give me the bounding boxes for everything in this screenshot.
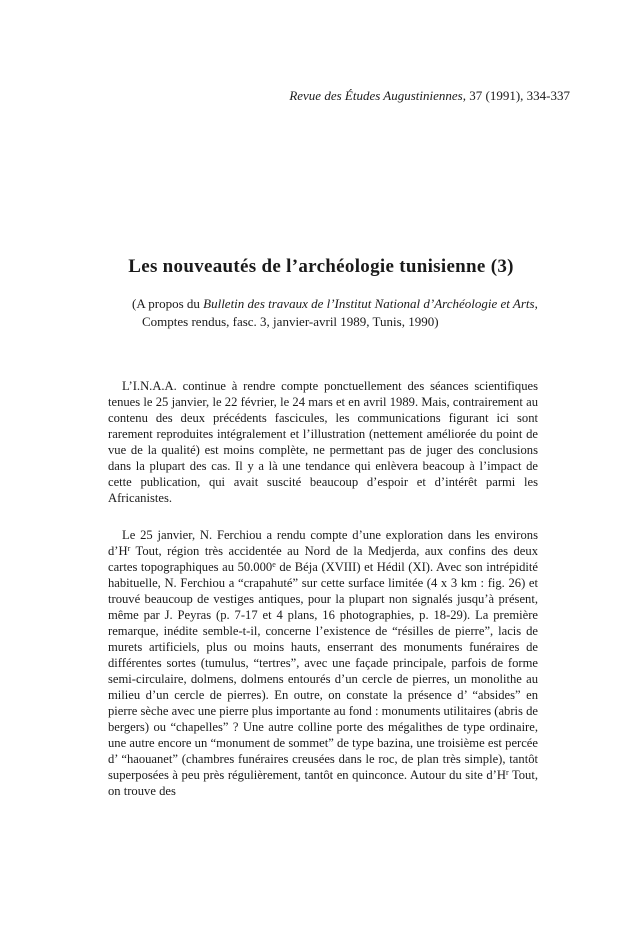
superscript: e [272, 560, 276, 569]
superscript: r [505, 768, 509, 777]
superscript: r [127, 544, 131, 553]
paragraph-segment: Le 25 janvier, N. Ferchiou a rendu compte d’une exploration dans les environs d’H [108, 528, 538, 558]
journal-citation: 37 (1991), 334-337 [466, 88, 570, 103]
article-subtitle [132, 295, 562, 331]
paragraph-segment: Tout, on trouve des [108, 768, 538, 798]
paragraph-text: L’I.N.A.A. continue à rendre compte ponctuellement des séances scientifiques tenues le 25 janvier, le 22 février, le 24 mars et en avril 1989. Mais, contrairement au contenu des deux précédents fascicules, les communications figurant ici sont rarement reproduites intégralement et l’illustration (nettement améliorée du point de vue de la qualité) est moins complète, ne permettant pas de juger des conclusions dans la plupart des cas. Il y a là une tendance qui enlèvera beacoup à l’impact de cette publication, qui avait suscité beaucoup d’espoir et d’intérêt parmi les Africanistes. [108, 379, 538, 505]
body-paragraph-1 [108, 378, 538, 506]
running-header [289, 88, 570, 104]
journal-name: Revue des Études Augustiniennes, [289, 88, 466, 103]
subtitle-suffix: , Comptes rendus, fasc. 3, janvier-avril 1989, Tunis, 1990) [142, 296, 538, 329]
paragraph-text [108, 527, 538, 799]
bulletin-title: Bulletin des travaux de l’Institut National d’Archéologie et Arts [203, 296, 535, 311]
body-paragraph-2 [108, 527, 538, 799]
paragraph-segment: Tout, région très accidentée au Nord de la Medjerda, aux confins des deux cartes topographiques au 50.000 [108, 544, 538, 574]
paragraph-segment: de Béja (XVIII) et Hédil (XI). Avec son intrépidité habituelle, N. Ferchiou a “crapahuté” sur cette surface limitée (4 x 3 km : fig. 26) et trouvé beaucoup de vestiges antiques, pour la plupart non signalés jusqu’à présent, même par J. Peyras (p. 7-17 et 4 plans, 16 photographies, p. 18-29). La première remarque, inédite semble-t-il, concerne l’existence de “résilles de pierre”, lacis de murets artificiels, plus ou moins hauts, enserrant des monuments funéraires de différentes sortes (tumulus, “tertres”, avec une façade principale, parfois de forme semi-circulaire, dolmens, dolmens entourés d’un cercle de pierres, un monolithe au milieu d’un cercle de pierres). En outre, on constate la présence d’ “absides” en pierre sèche avec une pierre plus importante au fond : monuments utilitaires (abris de bergers) ou “chapelles” ? Une autre colline porte des mégalithes de type ordinaire, une autre encore un “monument de sommet” de type bazina, une troisième est percée d’ “haouanet” (chambres funéraires creusées dans le roc, de plan très simple), tantôt superposées à peu près régulièrement, tantôt en quinconce. Autour du site d’H [108, 560, 538, 782]
subtitle-prefix: (A propos du [132, 296, 204, 311]
article-title: Les nouveautés de l’archéologie tunisienne (3) [128, 256, 514, 277]
